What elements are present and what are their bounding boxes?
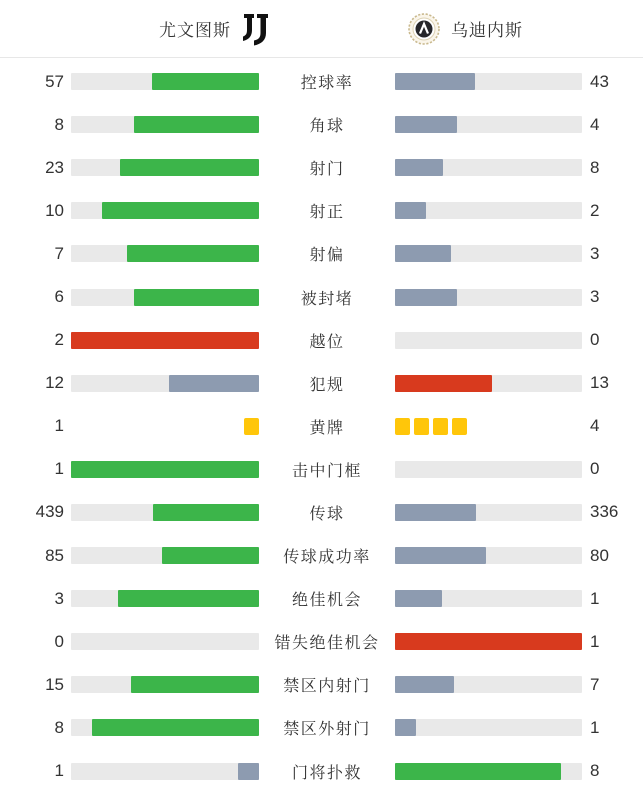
home-bar-fill (120, 159, 259, 176)
away-stat-value: 3 (590, 243, 600, 263)
away-bar-fill (395, 159, 443, 176)
home-bar-track (71, 719, 259, 736)
home-bar-track (71, 590, 259, 607)
home-stat-value: 6 (54, 287, 64, 307)
stat-label: 传球 (309, 505, 345, 523)
home-bar-fill (131, 676, 259, 693)
away-bar-fill (395, 289, 457, 306)
home-stat-value: 12 (45, 373, 64, 393)
home-stat-value: 1 (54, 416, 64, 436)
away-team-header (360, 0, 570, 57)
away-stat-value: 2 (590, 200, 600, 220)
away-stat-value: 1 (590, 631, 600, 651)
stat-row (0, 577, 643, 620)
away-bar-track (395, 289, 582, 306)
home-bar-fill (134, 116, 259, 133)
home-stat-value: 7 (54, 243, 64, 263)
away-stat-value: 4 (590, 416, 600, 436)
home-stat-value: 2 (54, 330, 64, 350)
away-bar-fill (395, 73, 475, 90)
home-bar-track (71, 763, 259, 780)
home-bar-track (71, 418, 259, 435)
away-stat-value: 80 (590, 545, 609, 565)
away-bar-fill (395, 676, 454, 693)
stat-row (0, 319, 643, 362)
home-bar-track (71, 676, 259, 693)
home-stat-value: 8 (54, 114, 64, 134)
stat-row (0, 103, 643, 146)
juventus-logo-icon (241, 12, 271, 46)
stat-label: 射偏 (309, 247, 345, 265)
stat-label: 绝佳机会 (291, 592, 362, 610)
home-bar-track (71, 375, 259, 392)
stat-label: 犯规 (309, 376, 345, 394)
away-bar-fill (395, 116, 457, 133)
home-stat-value: 85 (45, 545, 64, 565)
home-stat-value: 0 (54, 631, 64, 651)
away-bar-fill (395, 504, 476, 521)
home-bar-fill (102, 202, 259, 219)
away-bar-track (395, 590, 582, 607)
home-yellow-cards (244, 418, 259, 435)
away-team-name: 乌迪内斯 (451, 21, 523, 40)
stat-label: 控球率 (300, 75, 354, 93)
stat-row (0, 362, 643, 405)
away-yellow-cards (395, 418, 467, 435)
away-bar-track (395, 73, 582, 90)
yellow-card-icon (244, 418, 259, 435)
away-bar-fill (395, 633, 582, 650)
stat-label: 射门 (309, 161, 345, 179)
away-bar-fill (395, 719, 416, 736)
stat-label: 击中门框 (291, 462, 362, 480)
away-stat-value: 0 (590, 459, 600, 479)
home-bar-track (71, 116, 259, 133)
away-stat-value: 1 (590, 588, 600, 608)
home-bar-fill (152, 73, 259, 90)
away-bar-fill (395, 202, 426, 219)
stat-row (0, 620, 643, 663)
home-bar-track (71, 202, 259, 219)
away-bar-track (395, 719, 582, 736)
away-bar-fill (395, 763, 561, 780)
stat-label: 角球 (309, 118, 345, 136)
stat-row (0, 663, 643, 706)
away-bar-track (395, 245, 582, 262)
home-team-header (110, 0, 320, 57)
home-bar-track (71, 461, 259, 478)
stat-label: 黄牌 (309, 419, 345, 437)
away-bar-track (395, 159, 582, 176)
stat-row (0, 60, 643, 103)
home-bar-fill (127, 245, 259, 262)
stat-label: 越位 (309, 333, 345, 351)
away-bar-track (395, 504, 582, 521)
away-bar-track (395, 461, 582, 478)
stat-label: 禁区外射门 (283, 721, 371, 739)
home-bar-track (71, 289, 259, 306)
away-bar-track (395, 676, 582, 693)
home-bar-fill (162, 547, 259, 564)
stat-label: 传球成功率 (283, 549, 371, 567)
home-bar-fill (71, 332, 259, 349)
yellow-card-icon (452, 418, 467, 435)
away-bar-track (395, 375, 582, 392)
home-bar-track (71, 633, 259, 650)
yellow-card-icon (433, 418, 448, 435)
stat-row (0, 405, 643, 448)
away-bar-track (395, 763, 582, 780)
home-stat-value: 10 (45, 200, 64, 220)
home-bar-fill (134, 289, 259, 306)
home-bar-fill (153, 504, 259, 521)
away-stat-value: 7 (590, 674, 600, 694)
home-stat-value: 57 (45, 71, 64, 91)
away-stat-value: 13 (590, 373, 609, 393)
away-bar-fill (395, 245, 451, 262)
stat-row (0, 189, 643, 232)
home-bar-track (71, 245, 259, 262)
home-stat-value: 8 (54, 717, 64, 737)
away-bar-track (395, 116, 582, 133)
stat-label: 禁区内射门 (283, 678, 371, 696)
stat-row (0, 448, 643, 491)
stat-row (0, 146, 643, 189)
away-stat-value: 0 (590, 330, 600, 350)
away-stat-value: 3 (590, 287, 600, 307)
home-bar-fill (118, 590, 259, 607)
home-bar-track (71, 159, 259, 176)
away-stat-value: 8 (590, 157, 600, 177)
udinese-crest-icon (407, 12, 441, 46)
home-bar-fill (92, 719, 259, 736)
home-bar-track (71, 547, 259, 564)
home-bar-track (71, 73, 259, 90)
stat-row (0, 750, 643, 793)
stat-label: 射正 (309, 204, 345, 222)
away-bar-fill (395, 375, 492, 392)
stats-list (0, 58, 643, 793)
away-bar-track (395, 202, 582, 219)
home-stat-value: 23 (45, 157, 64, 177)
away-bar-track (395, 633, 582, 650)
away-stat-value: 43 (590, 71, 609, 91)
yellow-card-icon (395, 418, 410, 435)
away-bar-fill (395, 590, 442, 607)
home-bar-fill (71, 461, 259, 478)
away-stat-value: 8 (590, 761, 600, 781)
home-stat-value: 439 (35, 502, 64, 522)
stat-label: 门将扑救 (291, 764, 362, 782)
home-team-name: 尤文图斯 (159, 21, 231, 40)
home-stat-value: 3 (54, 588, 64, 608)
stat-row (0, 491, 643, 534)
stat-label: 错失绝佳机会 (274, 635, 380, 653)
away-stat-value: 336 (590, 502, 619, 522)
home-bar-track (71, 504, 259, 521)
stat-row (0, 232, 643, 275)
yellow-card-icon (414, 418, 429, 435)
match-stats-header (0, 0, 643, 58)
away-stat-value: 1 (590, 717, 600, 737)
away-bar-fill (395, 547, 486, 564)
away-bar-track (395, 547, 582, 564)
stat-row (0, 275, 643, 318)
home-bar-track (71, 332, 259, 349)
stat-row (0, 706, 643, 749)
home-stat-value: 15 (45, 674, 64, 694)
home-bar-fill (169, 375, 259, 392)
stat-label: 被封堵 (300, 290, 354, 308)
home-stat-value: 1 (54, 761, 64, 781)
home-bar-fill (238, 763, 259, 780)
stat-row (0, 534, 643, 577)
home-stat-value: 1 (54, 459, 64, 479)
away-bar-track (395, 332, 582, 349)
away-bar-track (395, 418, 582, 435)
away-stat-value: 4 (590, 114, 600, 134)
